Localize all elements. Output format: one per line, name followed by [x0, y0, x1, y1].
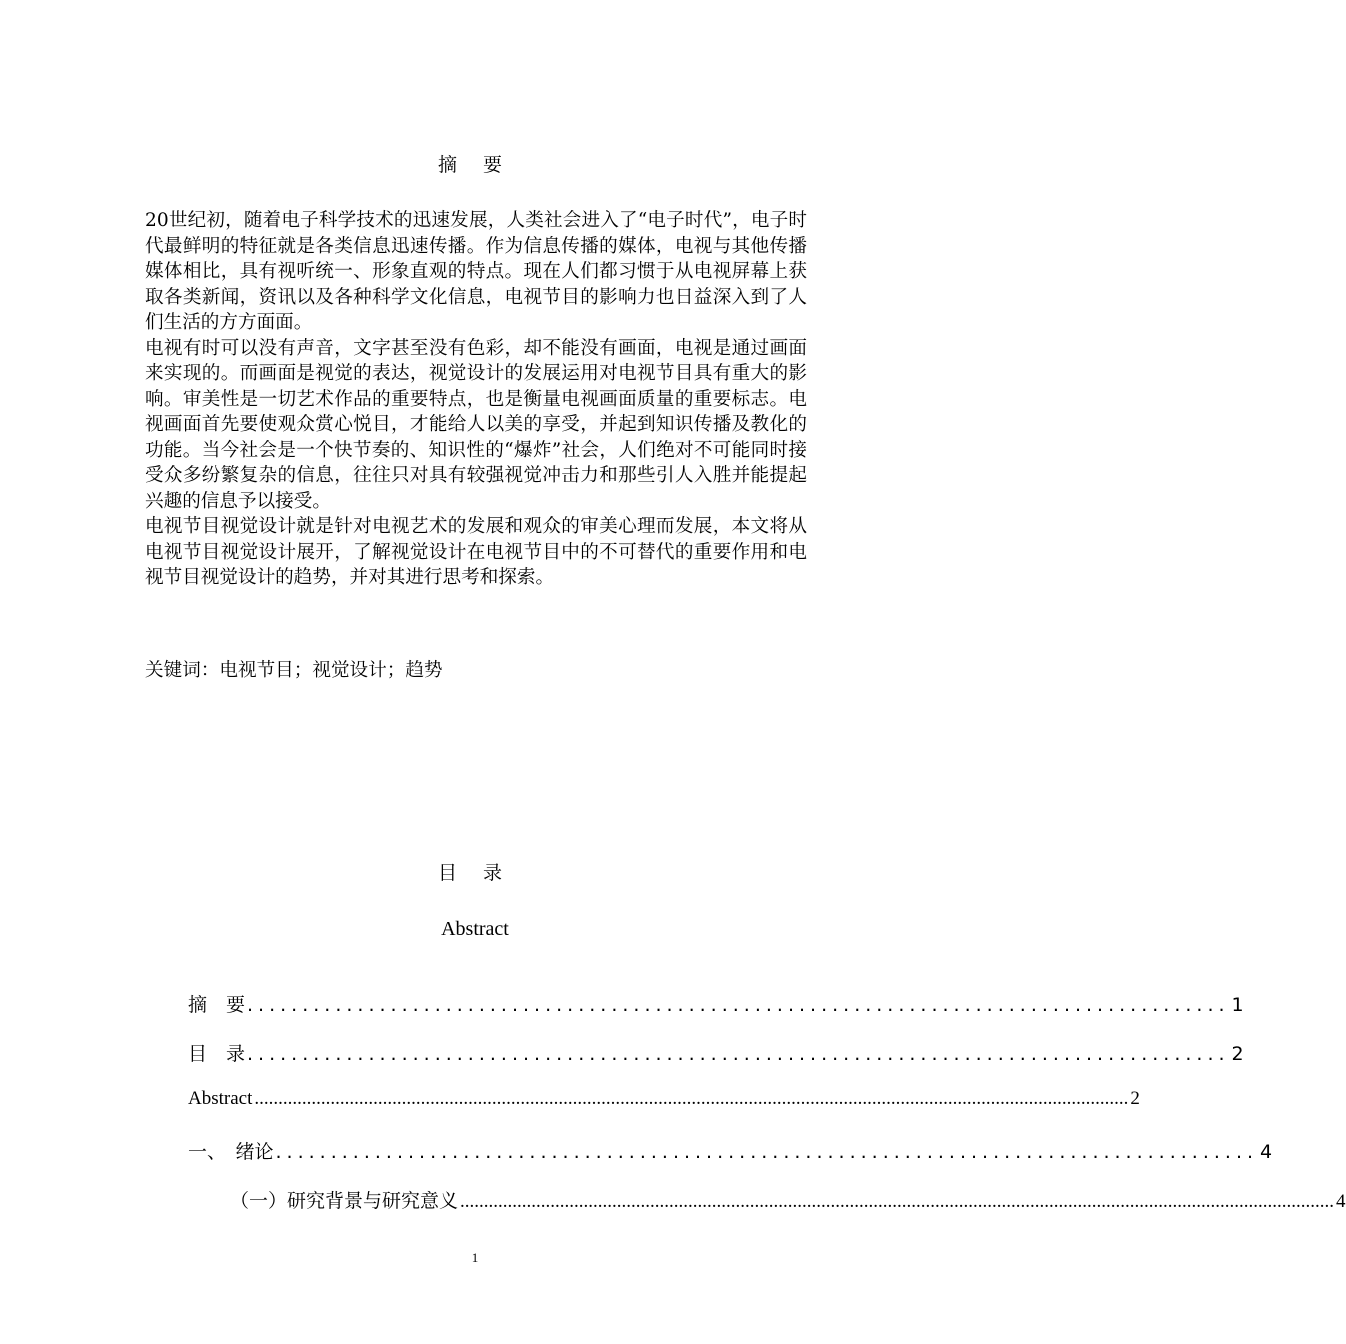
- toc-entry-label: Abstract: [188, 1088, 253, 1109]
- toc-entry-page: 2: [1130, 1088, 1140, 1109]
- toc-entry[interactable]: [188, 1039, 1244, 1088]
- english-abstract-heading: Abstract: [441, 918, 509, 940]
- toc-leader-dots: .........................................................................................: [247, 994, 1230, 1016]
- toc-entry[interactable]: [188, 1186, 1346, 1235]
- toc-leader-dots: .........................................................................................: [275, 1141, 1259, 1163]
- toc-entry-page: 4: [1336, 1191, 1346, 1212]
- abstract-paragraph: 20世纪初，随着电子科学技术的迅速发展，人类社会进入了“电子时代”，电子时代最鲜明的特征就是各类信息迅速传播。作为信息传播的媒体，电视与其他传播媒体相比，具有视听统一、形象直观的特点。现在人们都习惯于从电视屏幕上获取各类新闻，资讯以及各种科学文化信息，电视节目的影响力也日益深入到了人们生活的方方面面。: [145, 210, 807, 333]
- toc-entry-page: 1: [1231, 994, 1244, 1016]
- toc-entry-page: 4: [1260, 1141, 1273, 1163]
- toc-entry-label: 目 录: [188, 1043, 246, 1065]
- toc-entry-page: 2: [1231, 1043, 1244, 1065]
- toc-title: 目 录: [437, 862, 513, 884]
- toc-entry[interactable]: [188, 1088, 1140, 1137]
- toc-leader-dots: ........................................................................................................................................................................................: [460, 1191, 1335, 1212]
- toc-entry-label: 一、 绪论: [188, 1141, 274, 1163]
- toc-entry[interactable]: [188, 990, 1244, 1039]
- abstract-body: [145, 208, 807, 591]
- page-number: 1: [471, 1250, 479, 1265]
- toc-entry[interactable]: [188, 1137, 1273, 1186]
- toc-leader-dots: .........................................................................................: [247, 1043, 1230, 1065]
- abstract-paragraph: 电视有时可以没有声音，文字甚至没有色彩，却不能没有画面，电视是通过画面来实现的。而画面是视觉的表达，视觉设计的发展运用对电视节目具有重大的影响。审美性是一切艺术作品的重要特点，也是衡量电视画面质量的重要标志。电视画面首先要使观众赏心悦目，才能给人以美的享受，并起到知识传播及教化的功能。当今社会是一个快节奏的、知识性的“爆炸”社会，人们绝对不可能同时接受众多纷繁复杂的信息，往往只对具有较强视觉冲击力和那些引人入胜并能提起兴趣的信息予以接受。: [145, 337, 807, 512]
- toc-leader-dots: ........................................................................................................................................................................................: [254, 1088, 1129, 1109]
- abstract-paragraph: 电视节目视觉设计就是针对电视艺术的发展和观众的审美心理而发展，本文将从电视节目视觉设计展开，了解视觉设计在电视节目中的不可替代的重要作用和电视节目视觉设计的趋势，并对其进行思考和探索。: [145, 516, 807, 588]
- toc-entry-label: 摘 要: [188, 994, 246, 1016]
- toc-entry-label: （一）研究背景与研究意义: [230, 1191, 459, 1212]
- abstract-title: 摘 要: [437, 154, 513, 176]
- keywords-line: 关键词：电视节目；视觉设计；趋势: [145, 660, 443, 681]
- table-of-contents: [188, 990, 1346, 1235]
